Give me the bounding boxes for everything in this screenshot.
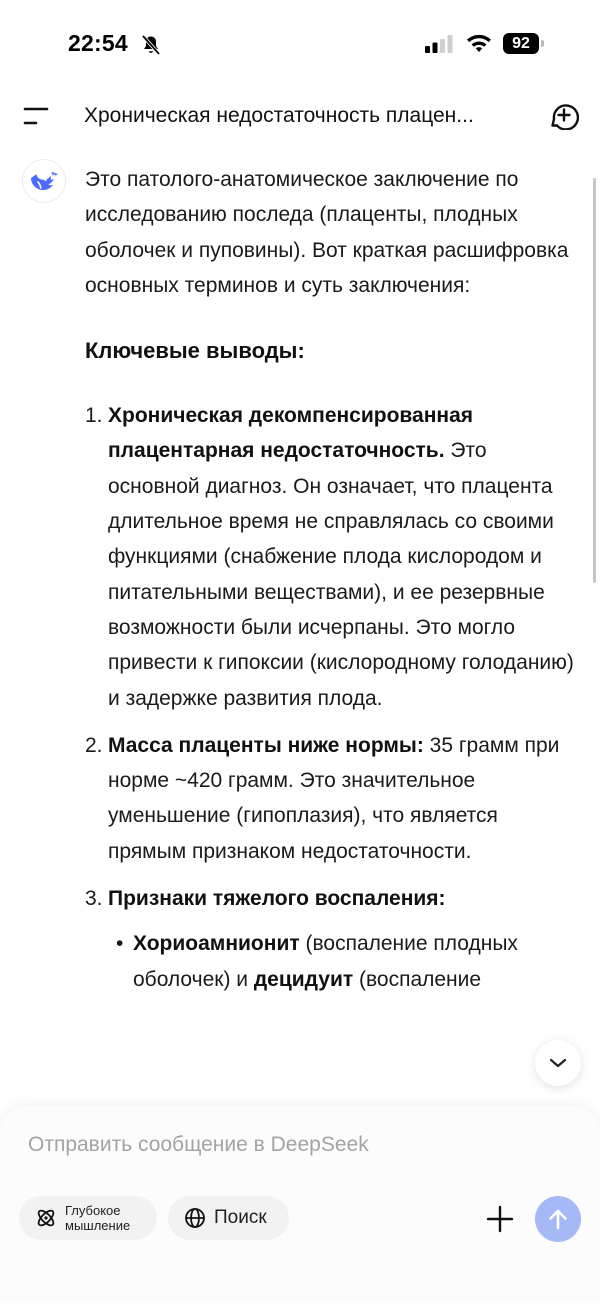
scrollbar[interactable] — [593, 178, 596, 583]
message-intro: Это патолого-анатомическое заключение по исследованию последа (плаценты, плодных оболочек и пуповины). Вот краткая расшифровка основных терминов и суть заключения: — [85, 168, 569, 297]
deep-think-label-line1: Глубокое — [65, 1203, 121, 1218]
term-description: оболочек) и — [133, 967, 254, 991]
list-number: 3. — [85, 887, 103, 911]
message-composer — [0, 1106, 600, 1303]
bullet: • — [116, 932, 124, 956]
battery-tip — [541, 40, 544, 47]
sub-list — [108, 926, 580, 997]
assistant-message — [85, 162, 580, 1009]
send-button[interactable] — [535, 1196, 581, 1242]
list-item — [85, 398, 580, 716]
term: Хориоамнионит — [133, 932, 300, 956]
deep-think-label — [65, 1203, 130, 1233]
plus-icon[interactable] — [486, 1205, 514, 1233]
list-number: 2. — [85, 733, 103, 757]
scroll-down-button[interactable] — [535, 1040, 581, 1086]
status-time: 22:54 — [68, 30, 128, 56]
list-item-text: 35 грамм при норме ~420 грамм. Это значительное уменьшение (гипоплазия), что является прямым признаком недостаточности. — [108, 733, 560, 863]
list-number: 1. — [85, 404, 103, 428]
message-input[interactable] — [28, 1128, 568, 1162]
battery-level: 92 — [503, 33, 539, 54]
section-heading: Ключевые выводы: — [85, 338, 305, 364]
globe-icon — [184, 1207, 206, 1229]
findings-list — [85, 398, 580, 997]
term: децидуит — [253, 967, 354, 991]
search-button[interactable] — [168, 1196, 289, 1240]
sub-list-item — [108, 926, 580, 997]
menu-icon[interactable] — [22, 104, 50, 128]
list-item-title: Масса плаценты ниже нормы: — [108, 733, 424, 757]
term-description: (воспаление — [353, 967, 482, 991]
bell-slash-icon — [140, 34, 162, 56]
wifi-icon — [466, 33, 492, 53]
assistant-avatar — [22, 159, 66, 203]
chat-title[interactable]: Хроническая недостаточность плацен... — [84, 104, 474, 127]
search-label: Поиск — [214, 1207, 267, 1228]
chat-header — [0, 90, 600, 142]
battery-indicator — [503, 33, 545, 55]
new-chat-icon[interactable] — [549, 100, 579, 130]
term-description: (воспаление плодных — [299, 932, 518, 956]
list-item-title: Признаки тяжелого воспаления: — [108, 887, 446, 911]
arrow-up-icon — [547, 1207, 569, 1231]
atom-icon — [35, 1207, 57, 1229]
deep-think-label-line2: мышление — [65, 1218, 131, 1233]
chevron-down-icon — [548, 1057, 568, 1069]
signal-icon — [425, 35, 455, 53]
list-item — [85, 728, 580, 869]
list-item-text: Это основной диагноз. Он означает, что плацента длительное время не справлялась со своими функциями (снабжение плода кислородом и питательными веществами), и ее резервные возможности были исчерпаны. Это могло привести к гипоксии (кислородному голоданию) и задержке развития плода. — [108, 439, 574, 710]
list-item — [85, 881, 580, 997]
list-item-title: Хроническая декомпенсированная плацентарная недостаточность. — [108, 404, 474, 463]
status-bar — [0, 0, 600, 88]
deep-think-button[interactable] — [19, 1196, 157, 1240]
deepseek-whale-icon — [29, 169, 59, 193]
